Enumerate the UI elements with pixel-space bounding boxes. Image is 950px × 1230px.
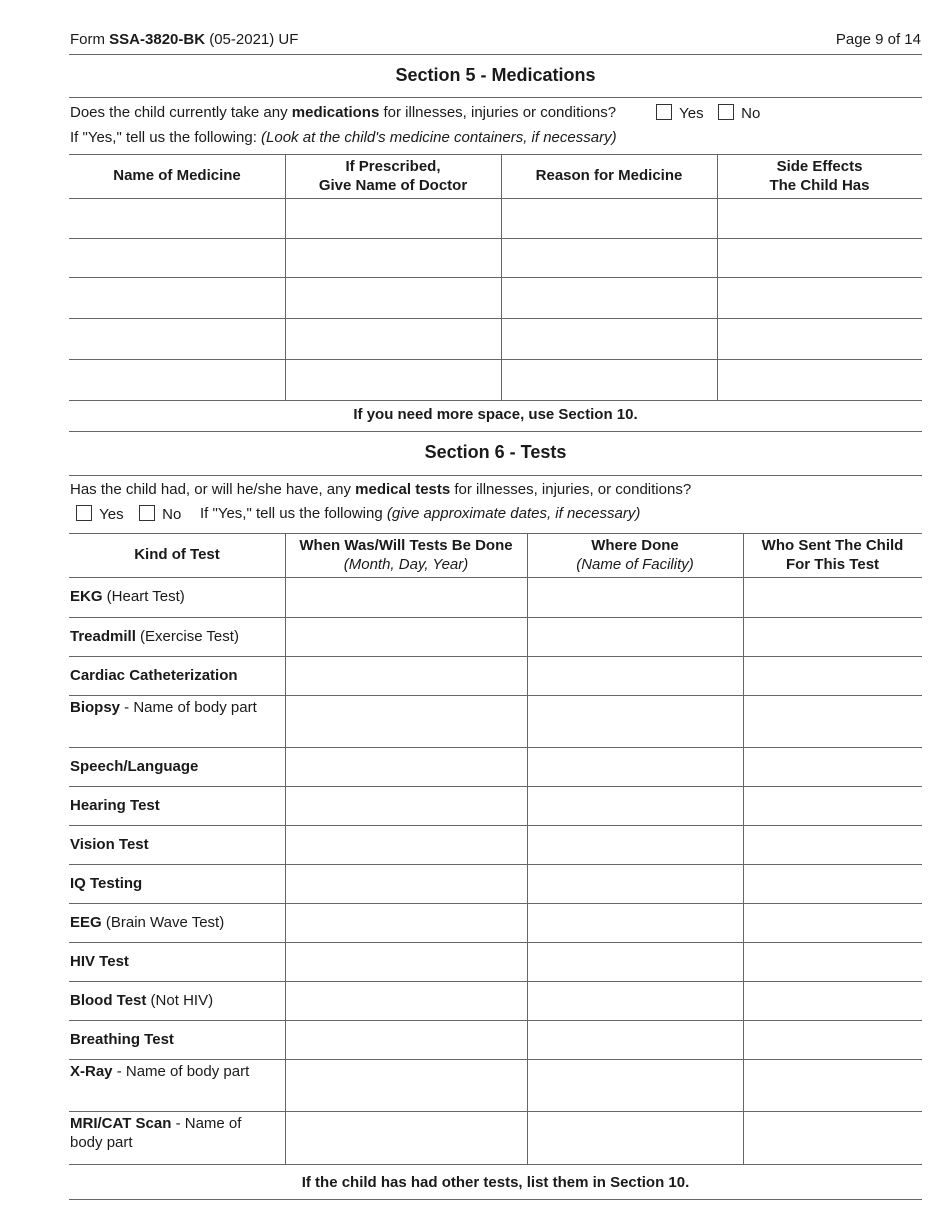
test-facility-cell[interactable] [528, 982, 743, 1020]
page-number: Page 9 of 14 [835, 31, 921, 48]
test-referrer-cell[interactable] [744, 657, 922, 695]
test-date-cell[interactable] [286, 1112, 527, 1164]
test-referrer-cell[interactable] [744, 982, 922, 1020]
section5-footer-note: If you need more space, use Section 10. [353, 406, 638, 423]
test-row-label: IQ Testing [70, 875, 143, 892]
test-facility-cell[interactable] [528, 826, 743, 864]
test-date-cell[interactable] [286, 826, 527, 864]
test-facility-cell[interactable] [528, 1112, 743, 1164]
test-date-cell[interactable] [286, 865, 527, 903]
section5-instructions: If "Yes," tell us the following: (Look at the child's medicine containers, if necessary) [70, 129, 617, 146]
column-header: Who Sent The Child For This Test [761, 537, 904, 573]
test-row-label: EEG (Brain Wave Test) [70, 914, 225, 931]
test-referrer-cell[interactable] [744, 696, 922, 747]
section5-title: Section 5 - Medications [395, 65, 596, 85]
column-header: Kind of Test [134, 546, 220, 563]
medication-cell[interactable] [69, 278, 285, 318]
column-header: When Was/Will Tests Be Done (Month, Day, Year) [299, 537, 513, 573]
section6-yes-checkbox[interactable] [76, 505, 92, 521]
medication-cell[interactable] [502, 278, 717, 318]
section5-yes-checkbox[interactable] [656, 104, 672, 120]
test-facility-cell[interactable] [528, 657, 743, 695]
medication-cell[interactable] [502, 239, 717, 277]
test-row-label: Speech/Language [70, 758, 199, 775]
test-row-label: Breathing Test [70, 1031, 174, 1048]
section6-no-checkbox[interactable] [139, 505, 155, 521]
medication-cell[interactable] [69, 239, 285, 277]
test-referrer-cell[interactable] [744, 787, 922, 825]
test-facility-cell[interactable] [528, 787, 743, 825]
section6-yes-option[interactable]: Yes [76, 505, 124, 523]
test-facility-cell[interactable] [528, 696, 743, 747]
table-border [69, 154, 922, 155]
medication-cell[interactable] [502, 319, 717, 359]
section6-instructions: If "Yes," tell us the following (give approximate dates, if necessary) [200, 505, 641, 522]
medication-cell[interactable] [502, 360, 717, 400]
test-row-label: Biopsy - Name of body part [70, 699, 257, 716]
test-row-label: Vision Test [70, 836, 149, 853]
section5-question: Does the child currently take any medications for illnesses, injuries or conditions? [70, 104, 617, 121]
column-header: If Prescribed, Give Name of Doctor [318, 158, 468, 194]
medication-cell[interactable] [502, 199, 717, 238]
divider [69, 1199, 922, 1200]
column-header: Where Done (Name of Facility) [576, 537, 694, 573]
section6-title: Section 6 - Tests [424, 442, 567, 462]
test-date-cell[interactable] [286, 904, 527, 942]
test-date-cell[interactable] [286, 1060, 527, 1111]
form-id: SSA-3820-BK [109, 31, 206, 48]
test-referrer-cell[interactable] [744, 826, 922, 864]
test-date-cell[interactable] [286, 748, 527, 786]
divider [69, 431, 922, 432]
medication-cell[interactable] [718, 278, 922, 318]
section5-no-checkbox[interactable] [718, 104, 734, 120]
test-facility-cell[interactable] [528, 865, 743, 903]
column-header: Side Effects The Child Has [769, 158, 870, 194]
divider [69, 475, 922, 476]
table-border [69, 1164, 922, 1165]
test-facility-cell[interactable] [528, 943, 743, 981]
test-row-label: Cardiac Catheterization [70, 667, 238, 684]
section6-footer-note: If the child has had other tests, list them in Section 10. [301, 1174, 690, 1191]
test-referrer-cell[interactable] [744, 618, 922, 656]
test-referrer-cell[interactable] [744, 1112, 922, 1164]
medication-cell[interactable] [69, 199, 285, 238]
test-referrer-cell[interactable] [744, 1060, 922, 1111]
test-referrer-cell[interactable] [744, 748, 922, 786]
section6-question: Has the child had, or will he/she have, any medical tests for illnesses, injuries, or conditions? [70, 481, 692, 498]
medication-cell[interactable] [286, 199, 501, 238]
test-facility-cell[interactable] [528, 904, 743, 942]
divider [69, 97, 922, 98]
column-header: Reason for Medicine [535, 167, 683, 184]
test-row-label: X-Ray - Name of body part [70, 1063, 250, 1080]
medication-cell[interactable] [286, 278, 501, 318]
test-facility-cell[interactable] [528, 618, 743, 656]
test-date-cell[interactable] [286, 787, 527, 825]
divider [69, 54, 922, 55]
section5-no-option[interactable]: No [718, 104, 760, 122]
medication-cell[interactable] [286, 239, 501, 277]
test-date-cell[interactable] [286, 657, 527, 695]
medication-cell[interactable] [718, 199, 922, 238]
test-date-cell[interactable] [286, 578, 527, 617]
test-facility-cell[interactable] [528, 578, 743, 617]
test-date-cell[interactable] [286, 696, 527, 747]
test-facility-cell[interactable] [528, 1060, 743, 1111]
test-date-cell[interactable] [286, 943, 527, 981]
test-referrer-cell[interactable] [744, 865, 922, 903]
test-row-label: MRI/CAT Scan - Name of body part [70, 1115, 242, 1151]
medication-cell[interactable] [718, 239, 922, 277]
test-facility-cell[interactable] [528, 1021, 743, 1059]
test-date-cell[interactable] [286, 618, 527, 656]
test-referrer-cell[interactable] [744, 578, 922, 617]
test-row-label: Hearing Test [70, 797, 160, 814]
medication-cell[interactable] [69, 360, 285, 400]
test-row-label: HIV Test [70, 953, 129, 970]
test-date-cell[interactable] [286, 1021, 527, 1059]
table-border [69, 400, 922, 401]
section5-yes-option[interactable]: Yes [656, 104, 704, 122]
test-referrer-cell[interactable] [744, 904, 922, 942]
test-row-label: Blood Test (Not HIV) [70, 992, 214, 1009]
test-row-label: EKG (Heart Test) [70, 588, 185, 605]
medication-cell[interactable] [69, 319, 285, 359]
test-facility-cell[interactable] [528, 748, 743, 786]
medication-cell[interactable] [286, 319, 501, 359]
medication-cell[interactable] [718, 319, 922, 359]
test-date-cell[interactable] [286, 982, 527, 1020]
section6-no-option[interactable]: No [139, 505, 181, 523]
table-border [69, 533, 922, 534]
medication-cell[interactable] [718, 360, 922, 400]
form-identifier: Form SSA-3820-BK (05-2021) UF [70, 31, 299, 48]
test-referrer-cell[interactable] [744, 1021, 922, 1059]
test-row-label: Treadmill (Exercise Test) [70, 628, 239, 645]
medication-cell[interactable] [286, 360, 501, 400]
test-referrer-cell[interactable] [744, 943, 922, 981]
column-header: Name of Medicine [113, 167, 241, 184]
